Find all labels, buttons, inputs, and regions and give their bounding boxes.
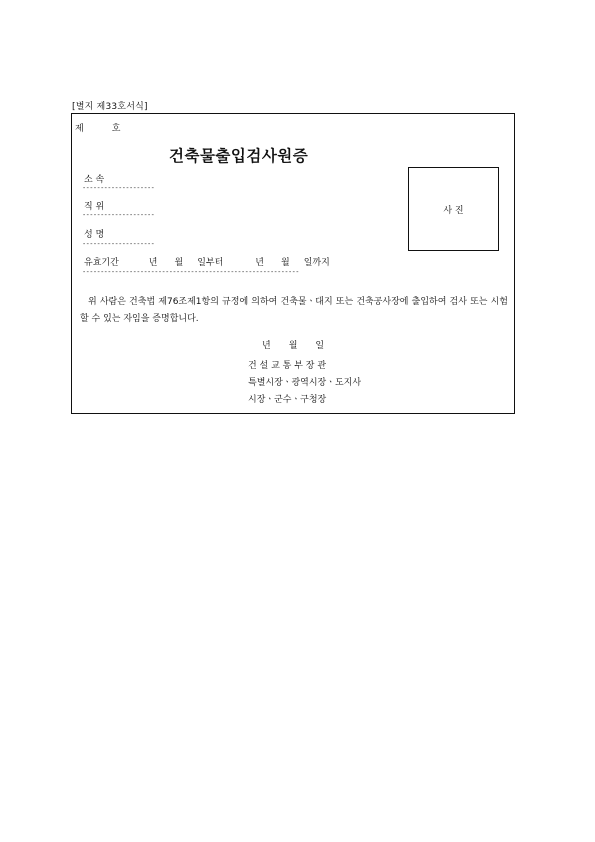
name-line: -------------------- [82, 240, 155, 248]
number-prefix: 제 [75, 124, 84, 134]
affiliation-label: 소 속 [84, 175, 105, 185]
validity-day-from: 일부터 [197, 258, 224, 268]
validity-row [84, 255, 330, 268]
issue-month: 월 [288, 341, 298, 351]
number-suffix: 호 [111, 124, 121, 134]
issuer-minister: 건 설 교 통 부 장 관 [248, 361, 327, 371]
issuer-metropolitan: 특별시장ㆍ광역시장ㆍ도지사 [248, 378, 362, 388]
affiliation-line: -------------------- [82, 184, 155, 192]
position-label: 직 위 [84, 202, 105, 212]
certification-statement [80, 294, 508, 328]
name-label: 성 명 [84, 230, 105, 240]
validity-month-from: 월 [174, 258, 184, 268]
validity-line: ------------------------------------------------------------ [82, 268, 299, 276]
validity-year-to: 년 [255, 258, 264, 268]
statement-text: 위 사람은 건축법 제76조제1항의 규정에 의하여 건축물ㆍ대지 또는 건축공사장에 출입하여 검사 또는 시험할 수 있는 자임을 증명합니다. [80, 297, 508, 324]
validity-day-to: 일까지 [303, 258, 330, 268]
form-number-label: [별지 제33호서식] [72, 102, 148, 112]
position-line: -------------------- [82, 211, 155, 219]
card-title: 건축물출입검사원증 [169, 147, 309, 165]
photo-label: 사 진 [443, 205, 464, 216]
validity-month-to: 월 [280, 258, 290, 268]
issue-year: 년 [262, 341, 271, 351]
photo-box [408, 167, 499, 251]
validity-label: 유효기간 [84, 258, 119, 268]
issue-day: 일 [315, 341, 325, 351]
inspector-id-card [71, 113, 515, 414]
certificate-number-row [75, 121, 120, 134]
issue-date-row [262, 338, 324, 351]
validity-year-from: 년 [148, 258, 158, 268]
issuer-local: 시장ㆍ군수ㆍ구청장 [248, 395, 327, 405]
